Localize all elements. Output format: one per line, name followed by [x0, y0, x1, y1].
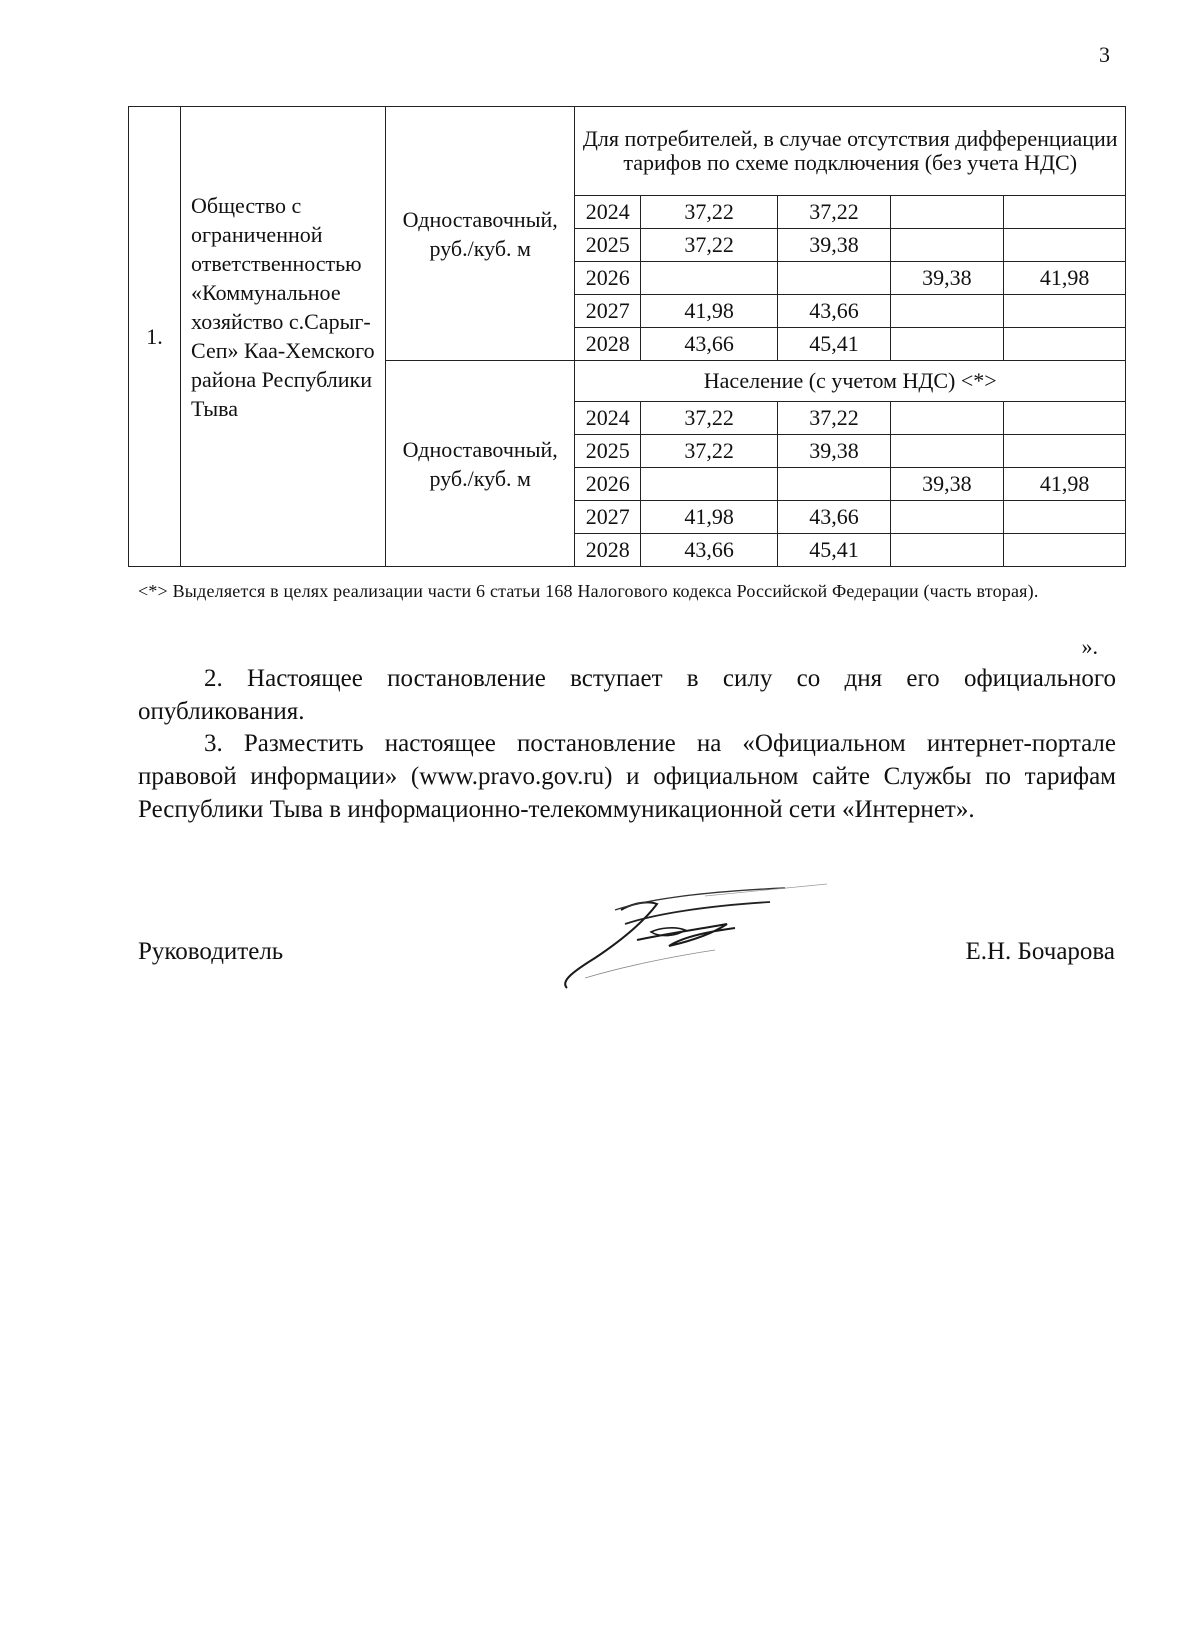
- value-cell: [890, 435, 1003, 468]
- value-cell: [890, 295, 1003, 328]
- year-cell: 2027: [575, 295, 641, 328]
- closing-quote: ».: [1081, 634, 1098, 659]
- section-header: Для потребителей, в случае отсутствия дифференциации тарифов по схеме подключения (без учета НДС): [575, 107, 1126, 196]
- page-number: 3: [1099, 42, 1110, 67]
- value-cell: [1004, 435, 1126, 468]
- handwritten-signature: [555, 870, 835, 1000]
- value-cell: [1004, 196, 1126, 229]
- value-cell: [890, 501, 1003, 534]
- value-cell: [778, 468, 890, 501]
- value-cell: 41,98: [1004, 262, 1126, 295]
- value-cell: 43,66: [778, 295, 890, 328]
- value-cell: 39,38: [778, 229, 890, 262]
- signatory-name: Е.Н. Бочарова: [965, 938, 1115, 965]
- paragraph-2: 2. Настоящее постановление вступает в силу со дня его официального опубликования.: [138, 665, 1116, 725]
- value-cell: [890, 534, 1003, 567]
- signatory-title: Руководитель: [138, 938, 284, 965]
- footnote: <*> Выделяется в целях реализации части 6 статьи 168 Налогового кодекса Российской Федерации (часть вторая).: [138, 581, 1039, 601]
- value-cell: [890, 328, 1003, 361]
- value-cell: [890, 402, 1003, 435]
- value-cell: [1004, 534, 1126, 567]
- value-cell: [1004, 328, 1126, 361]
- value-cell: [778, 262, 890, 295]
- value-cell: [890, 229, 1003, 262]
- value-cell: [640, 468, 777, 501]
- value-cell: [640, 262, 777, 295]
- value-cell: [1004, 501, 1126, 534]
- tariff-table: [128, 106, 1126, 567]
- value-cell: 43,66: [778, 501, 890, 534]
- table-row: [129, 107, 1126, 196]
- year-cell: 2025: [575, 229, 641, 262]
- value-cell: 39,38: [890, 468, 1003, 501]
- section-header: Население (с учетом НДС) <*>: [575, 361, 1126, 402]
- value-cell: 41,98: [640, 295, 777, 328]
- value-cell: 37,22: [778, 196, 890, 229]
- value-cell: 37,22: [778, 402, 890, 435]
- value-cell: 43,66: [640, 534, 777, 567]
- value-cell: 37,22: [640, 402, 777, 435]
- value-cell: 43,66: [640, 328, 777, 361]
- tariff-kind: Одноставочный, руб./куб. м: [386, 107, 575, 361]
- year-cell: 2028: [575, 328, 641, 361]
- value-cell: 37,22: [640, 196, 777, 229]
- tariff-kind: Одноставочный, руб./куб. м: [386, 361, 575, 567]
- value-cell: 37,22: [640, 435, 777, 468]
- organization-name: Общество с ограниченной ответственностью «Коммунальное хозяйство с.Сарыг-Сеп» Каа-Хемского района Республики Тыва: [181, 107, 386, 567]
- year-cell: 2028: [575, 534, 641, 567]
- value-cell: 41,98: [1004, 468, 1126, 501]
- value-cell: 39,38: [778, 435, 890, 468]
- value-cell: [1004, 402, 1126, 435]
- value-cell: [890, 196, 1003, 229]
- value-cell: 45,41: [778, 534, 890, 567]
- year-cell: 2024: [575, 196, 641, 229]
- value-cell: 37,22: [640, 229, 777, 262]
- year-cell: 2027: [575, 501, 641, 534]
- value-cell: [1004, 295, 1126, 328]
- paragraph-3: 3. Разместить настоящее постановление на «Официальном интернет-портале правовой информации» (www.pravo.gov.ru) и официальном сайте Службы по тарифам Республики Тыва в информационно-телекоммуникационной сети «Интернет».: [138, 730, 1116, 823]
- value-cell: 45,41: [778, 328, 890, 361]
- year-cell: 2026: [575, 262, 641, 295]
- value-cell: 41,98: [640, 501, 777, 534]
- row-number: 1.: [129, 107, 181, 567]
- year-cell: 2024: [575, 402, 641, 435]
- value-cell: 39,38: [890, 262, 1003, 295]
- year-cell: 2025: [575, 435, 641, 468]
- year-cell: 2026: [575, 468, 641, 501]
- value-cell: [1004, 229, 1126, 262]
